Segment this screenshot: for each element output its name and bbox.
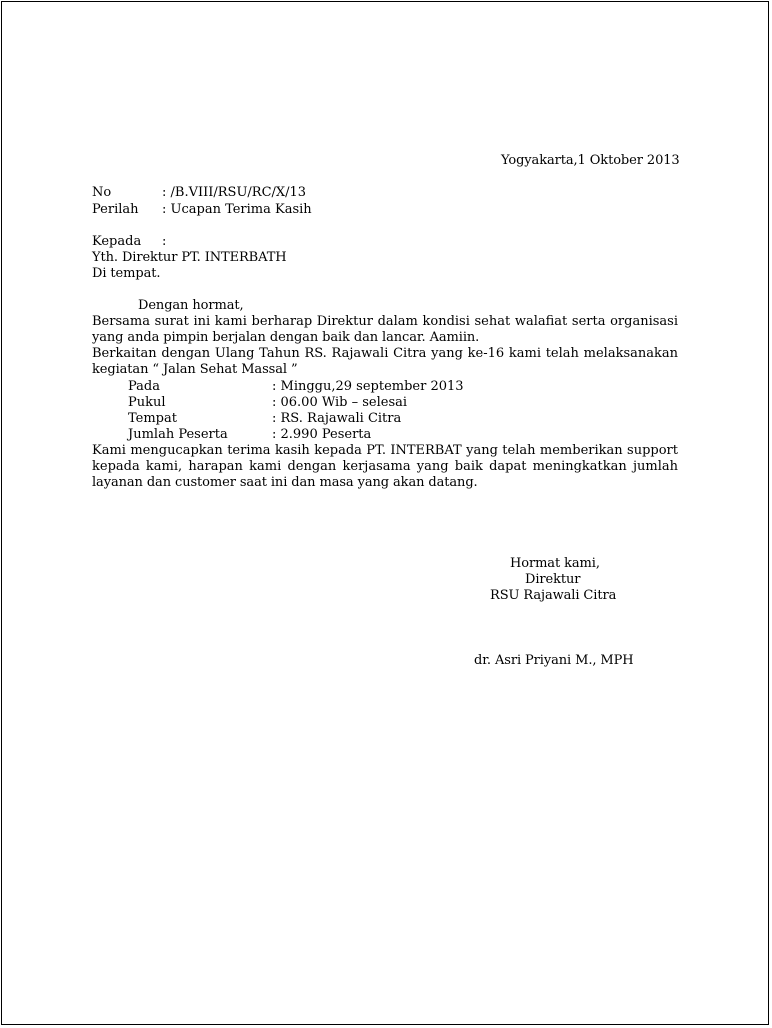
detail-label-date: Pada <box>128 379 160 394</box>
detail-value-date: : Minggu,29 september 2013 <box>272 379 464 394</box>
paragraph-2-line-1: Berkaitan dengan Ulang Tahun RS. Rajawali Citra yang ke-16 kami telah melaksanakan <box>92 346 678 361</box>
detail-value-participants: : 2.990 Peserta <box>272 427 372 442</box>
detail-row <box>128 379 528 395</box>
closing-organization: RSU Rajawali Citra <box>490 588 617 603</box>
paragraph-3-line-3: layanan dan customer saat ini dan masa yang akan datang. <box>92 475 478 490</box>
subject-value: : Ucapan Terima Kasih <box>162 202 312 217</box>
detail-row <box>128 427 528 443</box>
paragraph-1-line-2: yang anda pimpin berjalan dengan baik dan lancar. Aamiin. <box>92 330 480 345</box>
detail-value-place: : RS. Rajawali Citra <box>272 411 402 426</box>
detail-label-time: Pukul <box>128 395 166 410</box>
detail-row <box>128 411 528 427</box>
greeting: Dengan hormat, <box>138 298 244 313</box>
recipient-colon: : <box>162 234 167 249</box>
letter-number-value: : /B.VIII/RSU/RC/X/13 <box>162 185 307 200</box>
signatory-name: dr. Asri Priyani M., MPH <box>474 653 634 668</box>
recipient-row <box>92 234 292 250</box>
detail-label-participants: Jumlah Peserta <box>128 427 228 442</box>
paragraph-3-line-1: Kami mengucapkan terima kasih kepada PT. INTERBAT yang telah memberikan support <box>92 443 678 458</box>
closing-position: Direktur <box>525 572 581 587</box>
letter-number-label: No <box>92 185 112 200</box>
subject-row <box>92 202 392 218</box>
detail-value-time: : 06.00 Wib – selesai <box>272 395 408 410</box>
subject-label: Perilah <box>92 202 139 217</box>
recipient-label: Kepada <box>92 234 142 249</box>
paragraph-3-line-2: kepada kami, harapan kami dengan kerjasama yang baik dapat meningkatkan jumlah <box>92 459 678 474</box>
paragraph-2-line-2: kegiatan “ Jalan Sehat Massal ” <box>92 362 298 377</box>
letter-number-row <box>92 185 392 201</box>
closing-salutation: Hormat kami, <box>510 556 600 571</box>
recipient-place: Di tempat. <box>92 266 161 281</box>
paragraph-1-line-1: Bersama surat ini kami berharap Direktur dalam kondisi sehat walafiat serta organisasi <box>92 314 678 329</box>
detail-row <box>128 395 528 411</box>
detail-label-place: Tempat <box>128 411 177 426</box>
recipient-name: Yth. Direktur PT. INTERBATH <box>92 250 287 265</box>
place-date: Yogyakarta,1 Oktober 2013 <box>501 153 680 168</box>
